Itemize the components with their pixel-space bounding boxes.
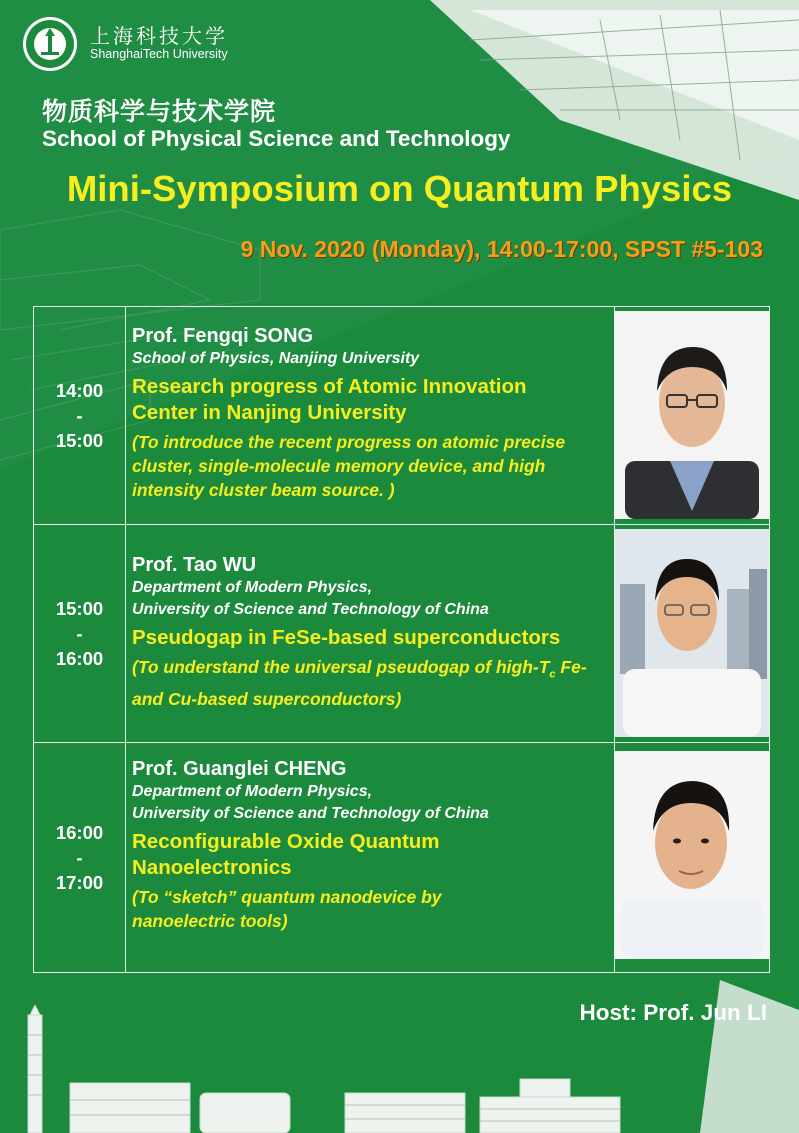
speaker-affiliation-line1: Department of Modern Physics, [132,579,373,596]
speaker-photo-cell [615,525,770,743]
time-separator: - [76,847,83,868]
speaker-name: Prof. Guanglei CHENG [132,758,347,780]
talk-description [132,655,612,711]
description-text: (To understand the universal pseudogap of high-T [132,657,550,677]
speaker-photo-cell [615,307,770,525]
table-row [34,307,770,525]
time-cell [34,307,126,525]
campus-skyline-illustration [0,1005,799,1133]
event-datetime: 9 Nov. 2020 (Monday), 14:00-17:00, SPST #5-103 [240,236,763,262]
time-separator: - [76,405,83,426]
end-time: 17:00 [55,872,104,893]
description-text-end: Fe- and Cu-based superconductors) [132,657,587,709]
speaker-photo-cell [615,743,770,973]
speaker-affiliation: School of Physics, Nanjing University [132,350,420,367]
table-row [34,525,770,743]
speaker-affiliation-line1: Department of Modern Physics, [132,783,373,800]
event-title: Mini-Symposium on Quantum Physics [66,168,733,209]
university-name-en: ShanghaiTech University [90,47,228,61]
time-separator: - [76,623,83,644]
talk-info [126,743,615,973]
speaker-affiliation-line2: University of Science and Technology of China [132,601,489,618]
talk-info [126,307,615,525]
talk-info [126,525,615,743]
schedule-table [33,306,770,973]
end-time: 16:00 [55,648,104,669]
talk-title: Research progress of Atomic Innovation Center in Nanjing University [132,375,527,424]
talk-description: (To introduce the recent progress on atomic precise cluster, single-molecule memory device, and high intensity cluster beam source. ) [132,432,566,500]
speaker-affiliation-line2: University of Science and Technology of China [132,805,489,822]
speaker-name: Prof. Tao WU [132,554,257,576]
host-label: Host: Prof. Jun LI [579,1000,767,1025]
talk-title: Reconfigurable Oxide Quantum Nanoelectronics [132,830,440,879]
start-time: 15:00 [55,598,104,619]
description-subscript: c [549,668,556,681]
speaker-photo [615,529,769,737]
school-name-cn: 物质科学与技术学院 [42,97,277,126]
school-name-en: School of Physical Science and Technology [42,126,511,151]
university-seal-logo [22,16,78,72]
talk-title: Pseudogap in FeSe-based superconductors [132,626,561,649]
table-row [34,743,770,973]
time-cell [34,525,126,743]
start-time: 16:00 [55,822,104,843]
start-time: 14:00 [55,380,104,401]
talk-description: (To “sketch” quantum nanodevice by nanoelectric tools) [132,887,442,931]
speaker-photo [615,311,769,519]
end-time: 15:00 [55,430,104,451]
university-name-cn: 上海科技大学 [90,24,228,48]
time-cell [34,743,126,973]
speaker-photo [615,751,769,959]
speaker-name: Prof. Fengqi SONG [132,325,314,347]
